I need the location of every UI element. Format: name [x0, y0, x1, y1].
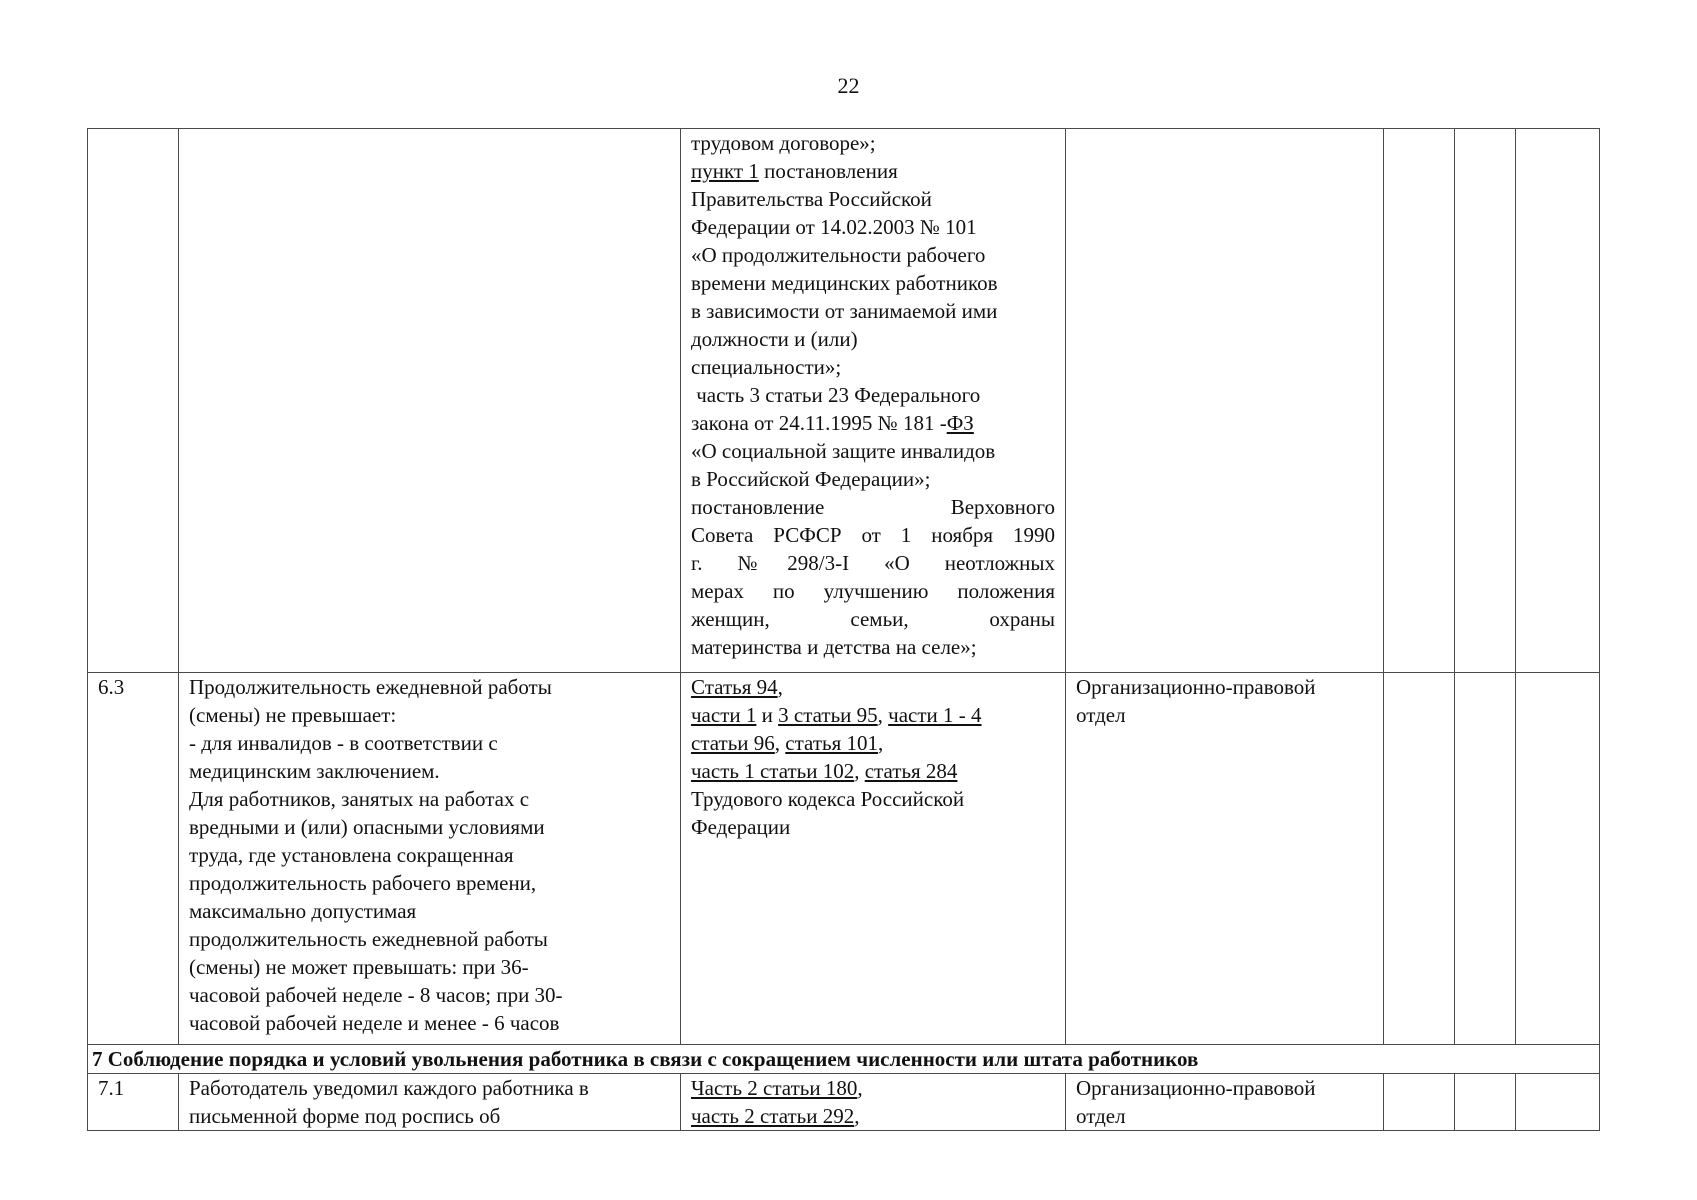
justified-line: женщин, семьи, охраны [691, 607, 1055, 631]
cell-responsible [1066, 1074, 1384, 1131]
responsible-lines [1076, 1074, 1373, 1130]
text-segment: часть 3 статьи 23 Федерального [691, 383, 981, 407]
legal-basis-lines [691, 1074, 1055, 1130]
page-number: 22 [837, 73, 860, 98]
text-segment: , [877, 703, 889, 727]
text-line [691, 129, 1055, 157]
cell-mark-no [1455, 1074, 1516, 1131]
table-row-7-1 [88, 1074, 1600, 1131]
text-line: вредными и (или) опасными условиями [189, 815, 545, 839]
text-line [691, 157, 1055, 185]
table-row-continuation [88, 129, 1600, 673]
legal-basis-last-line: материнства и детства на селе»; [691, 635, 977, 659]
text-segment: Трудового кодекса Российской [691, 787, 965, 811]
legal-reference-link[interactable]: пункт 1 [691, 159, 759, 183]
legal-reference-link[interactable]: статья 284 [864, 759, 958, 783]
legal-basis-justified [691, 493, 1055, 633]
text-line: Продолжительность ежедневной работы [189, 675, 552, 699]
requirement-lines [189, 1074, 670, 1130]
text-segment: постановления [758, 159, 898, 183]
cell-responsible-empty [1066, 129, 1384, 673]
text-line: труда, где установлена сокращенная [189, 843, 514, 867]
text-segment: специальности»; [691, 355, 842, 379]
text-segment: закона от 24.11.1995 № 181 - [691, 411, 947, 435]
text-line [691, 1102, 1055, 1130]
text-line [691, 785, 1055, 813]
text-segment: Федерации [691, 815, 791, 839]
text-line [691, 297, 1055, 325]
text-line [691, 269, 1055, 297]
text-line: медицинским заключением. [189, 759, 440, 783]
text-line [691, 325, 1055, 353]
responsible-lines [1076, 673, 1373, 729]
text-line: часовой рабочей неделе - 8 часов; при 30- [189, 983, 563, 1007]
text-line [691, 465, 1055, 493]
cell-mark-na [1516, 129, 1600, 673]
cell-mark-yes [1384, 1074, 1455, 1131]
text-line: Организационно-правовой [1076, 1076, 1316, 1100]
text-line [691, 241, 1055, 269]
legal-reference-link[interactable]: статьи 96 [691, 731, 775, 755]
text-segment: «О социальной защите инвалидов [691, 439, 996, 463]
text-line: максимально допустимая [189, 899, 417, 923]
row-number [88, 1074, 179, 1131]
text-segment: , [857, 1076, 863, 1100]
row-number [88, 673, 179, 1045]
legal-reference-link[interactable]: 3 статьи 95 [778, 703, 878, 727]
text-line: Работодатель уведомил каждого работника в [189, 1076, 589, 1100]
text-line: (смены) не превышает: [189, 703, 397, 727]
text-line: отдел [1076, 1104, 1126, 1128]
legal-reference-link[interactable]: часть 1 статьи 102 [691, 759, 855, 783]
text-segment: в зависимости от занимаемой ими [691, 299, 998, 323]
legal-reference-link[interactable]: ФЗ [946, 411, 974, 435]
cell-mark-yes [1384, 129, 1455, 673]
cell-requirement [179, 1074, 681, 1131]
text-segment: Правительства Российской [691, 187, 932, 211]
text-segment: , [854, 1104, 860, 1128]
cell-mark-no [1455, 673, 1516, 1045]
text-segment: трудовом договоре»; [691, 131, 876, 155]
cell-mark-na [1516, 673, 1600, 1045]
text-line [691, 353, 1055, 381]
text-segment: Федерации от 14.02.2003 № 101 [691, 215, 977, 239]
requirements-table [87, 128, 1600, 1131]
row-number-text: 7.1 [98, 1076, 125, 1100]
text-segment: в Российской Федерации»; [691, 467, 931, 491]
cell-requirement [179, 673, 681, 1045]
legal-reference-link[interactable]: часть 2 статьи 292 [691, 1104, 855, 1128]
cell-num-empty [88, 129, 179, 673]
justified-line: постановление Верховного [691, 495, 1055, 519]
cell-requirement-empty [179, 129, 681, 673]
text-segment: должности и (или) [691, 327, 858, 351]
text-line [691, 381, 1055, 409]
text-line: продолжительность ежедневной работы [189, 927, 548, 951]
text-segment: , [777, 675, 783, 699]
cell-legal-basis [681, 1074, 1066, 1131]
table-row-6-3 [88, 673, 1600, 1045]
text-line [691, 701, 1055, 729]
text-line [691, 213, 1055, 241]
justified-line: г. №298/3-I «О неотложных [691, 551, 1055, 575]
text-segment: времени медицинских работников [691, 271, 998, 295]
text-line: Организационно-правовой [1076, 675, 1316, 699]
justified-line: Совета РСФСР от 1 ноября 1990 [691, 523, 1055, 547]
justified-line: мерах по улучшению положения [691, 579, 1055, 603]
text-segment: , [877, 731, 884, 755]
requirement-lines [189, 673, 670, 1037]
text-segment: «О продолжительности рабочего [691, 243, 986, 267]
text-line: - для инвалидов - в соответствии с [189, 731, 498, 755]
text-line [691, 729, 1055, 757]
legal-basis-lines [691, 673, 1055, 841]
text-line: отдел [1076, 703, 1126, 727]
legal-reference-link[interactable]: части 1 [691, 703, 757, 727]
section-header-row [88, 1045, 1600, 1074]
text-line [691, 1074, 1055, 1102]
cell-mark-no [1455, 129, 1516, 673]
text-line: Для работников, занятых на работах с [189, 787, 530, 811]
legal-reference-link[interactable]: Часть 2 статьи 180 [691, 1076, 858, 1100]
legal-basis-lines [691, 129, 1055, 493]
cell-legal-basis [681, 129, 1066, 673]
text-line [691, 437, 1055, 465]
cell-legal-basis [681, 673, 1066, 1045]
legal-reference-link[interactable]: части 1 - 4 [888, 703, 982, 727]
text-line: часовой рабочей неделе и менее - 6 часов [189, 1011, 560, 1035]
text-segment: , [854, 759, 865, 783]
legal-reference-link[interactable]: статья 101 [785, 731, 878, 755]
legal-reference-link[interactable]: Статья 94 [691, 675, 778, 699]
text-line: письменной форме под роспись об [189, 1104, 501, 1128]
row-number-text: 6.3 [98, 675, 125, 699]
text-segment: и [756, 703, 779, 727]
cell-mark-yes [1384, 673, 1455, 1045]
text-line [691, 673, 1055, 701]
cell-responsible [1066, 673, 1384, 1045]
text-line [691, 813, 1055, 841]
section-title: 7 Соблюдение порядка и условий увольнения работника в связи с сокращением численности или штата работников [88, 1045, 1600, 1074]
text-line [691, 757, 1055, 785]
text-segment: , [774, 731, 786, 755]
cell-mark-na [1516, 1074, 1600, 1131]
text-line [691, 185, 1055, 213]
text-line: (смены) не может превышать: при 36- [189, 955, 529, 979]
text-line [691, 409, 1055, 437]
text-line: продолжительность рабочего времени, [189, 871, 537, 895]
